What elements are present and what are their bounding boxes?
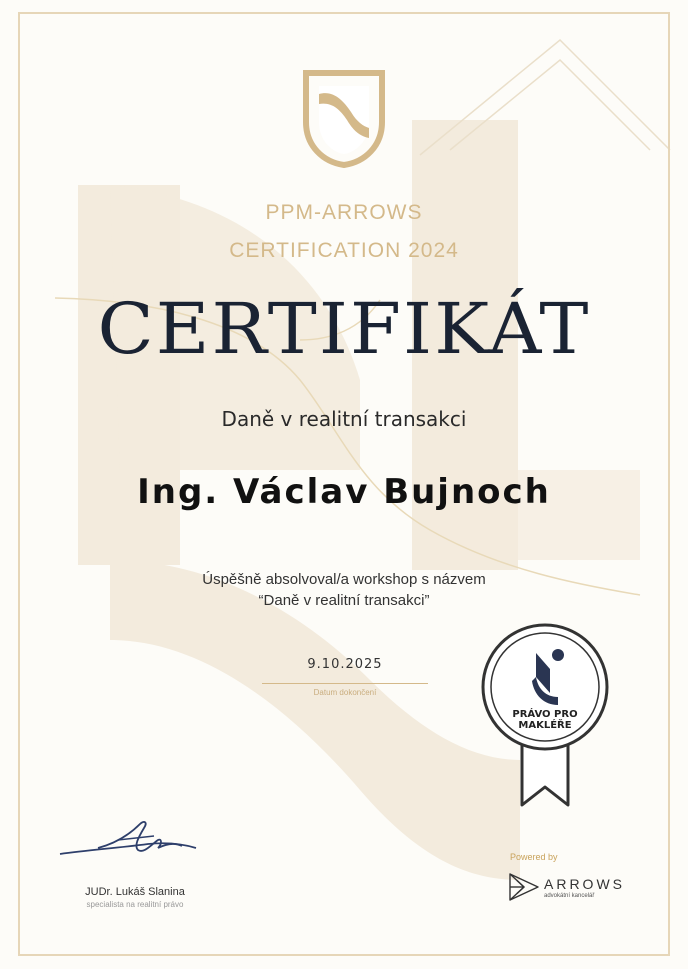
certification-year: CERTIFICATION 2024	[229, 239, 459, 262]
recipient-name: Ing. Václav Bujnoch	[137, 472, 551, 512]
powered-by-label: Powered by	[510, 852, 558, 862]
signatory-name: JUDr. Lukáš Slanina	[85, 886, 185, 898]
seal-text-line1: PRÁVO PRO	[512, 709, 578, 720]
powered-by-subtitle: advokátní kancelář	[544, 893, 595, 899]
brand-name: PPM-ARROWS	[265, 201, 423, 224]
signatory-role: specialista na realitní právo	[86, 900, 184, 909]
course-name: Daně v realitní transakci	[221, 407, 467, 431]
powered-by-brand: ARROWS	[544, 876, 625, 892]
crest-shield-icon	[303, 70, 385, 168]
completion-text: Úspěšně absolvoval/a workshop s názvem	[202, 571, 486, 588]
completion-date: 9.10.2025	[307, 657, 383, 672]
workshop-title: “Daně v realitní transakci”	[258, 592, 430, 609]
signature	[58, 814, 198, 862]
certificate-title: CERTIFIKÁT	[97, 288, 591, 370]
date-caption: Datum dokončení	[313, 688, 377, 697]
seal-text-line2: MAKLÉŘE	[518, 720, 572, 731]
date-underline	[262, 683, 428, 684]
seal-badge	[480, 615, 610, 810]
arrows-logo-icon	[508, 872, 540, 902]
